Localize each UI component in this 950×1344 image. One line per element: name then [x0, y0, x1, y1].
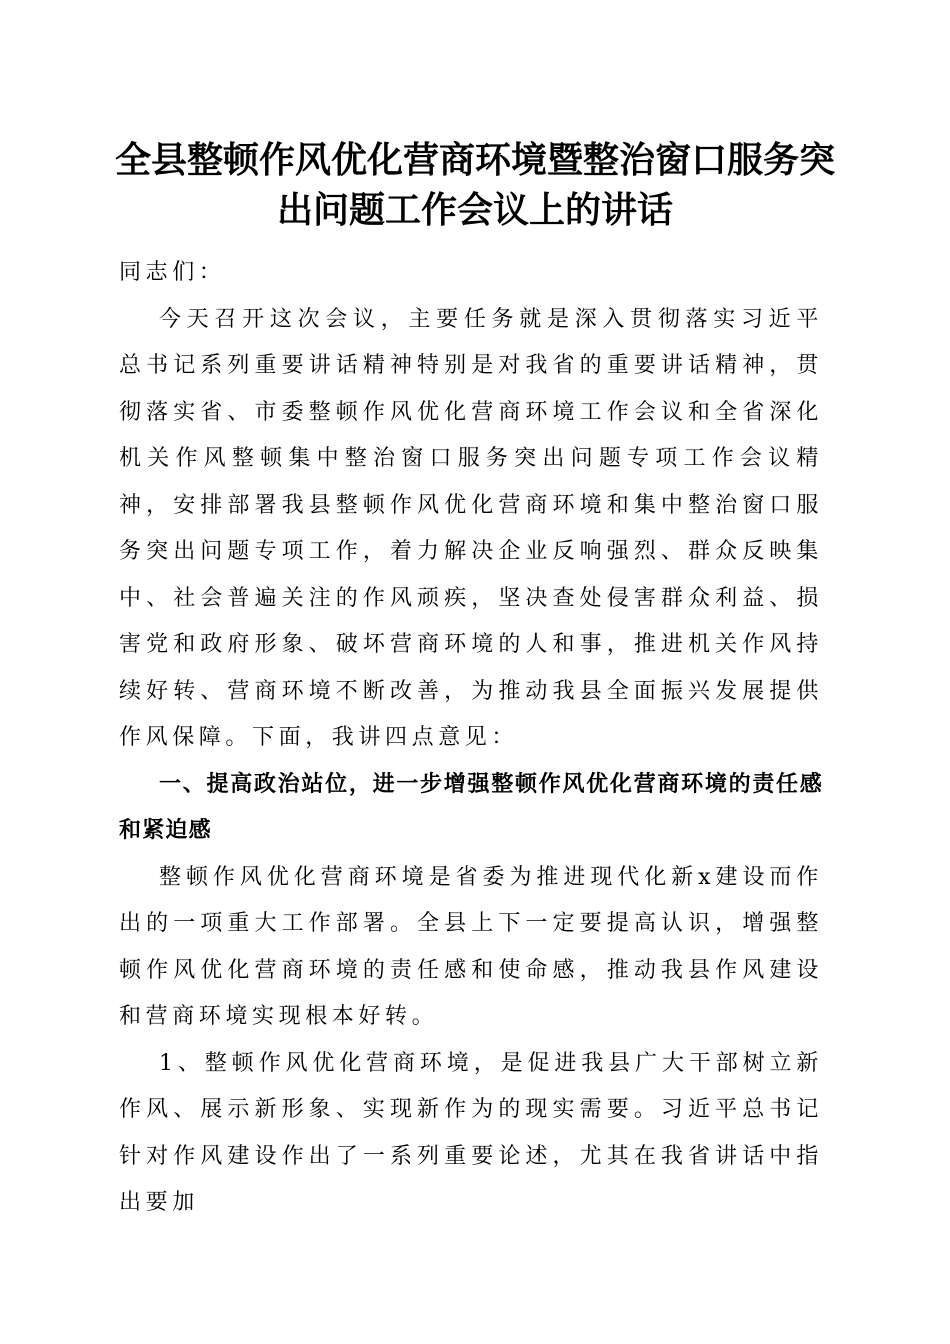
- salutation: 同志们：: [119, 260, 226, 285]
- document-title: [100, 135, 850, 235]
- section-heading-1: 一、提高政治站位，进一步增强整顿作风优化营商环境的责任感和紧迫感: [119, 771, 823, 843]
- title-line-1: 全县整顿作风优化营商环境暨整治窗口服务突: [114, 139, 835, 181]
- title-line-2: 出问题工作会议上的讲话: [276, 189, 673, 231]
- paragraph-intro: 今天召开这次会议，主要任务就是深入贯彻落实习近平总书记系列重要讲话精神特别是对我省的重要讲话精神，贯彻落实省、市委整顿作风优化营商环境工作会议和全省深化机关作风整顿集中整治窗口服务突出问题专项工作会议精神，安排部署我县整顿作风优化营商环境和集中整治窗口服务突出问题专项工作，着力解决企业反响强烈、群众反映集中、社会普遍关注的作风顽疾，坚决查处侵害群众利益、损害党和政府形象、破坏营商环境的人和事，推进机关作风持续好转、营商环境不断改善，为推动我县全面振兴发展提供作风保障。下面，我讲四点意见：: [119, 306, 823, 750]
- paragraph-section-1: 整顿作风优化营商环境是省委为推进现代化新x建设而作出的一项重大工作部署。全县上下一定要提高认识，增强整顿作风优化营商环境的责任感和使命感，推动我县作风建设和营商环境实现根本好转。: [119, 864, 823, 1029]
- document-body: [119, 250, 823, 1227]
- paragraph-point-1: 1、整顿作风优化营商环境，是促进我县广大干部树立新作风、展示新形象、实现新作为的现实需要。习近平总书记针对作风建设作出了一系列重要论述，尤其在我省讲话中指出要加: [119, 1050, 823, 1215]
